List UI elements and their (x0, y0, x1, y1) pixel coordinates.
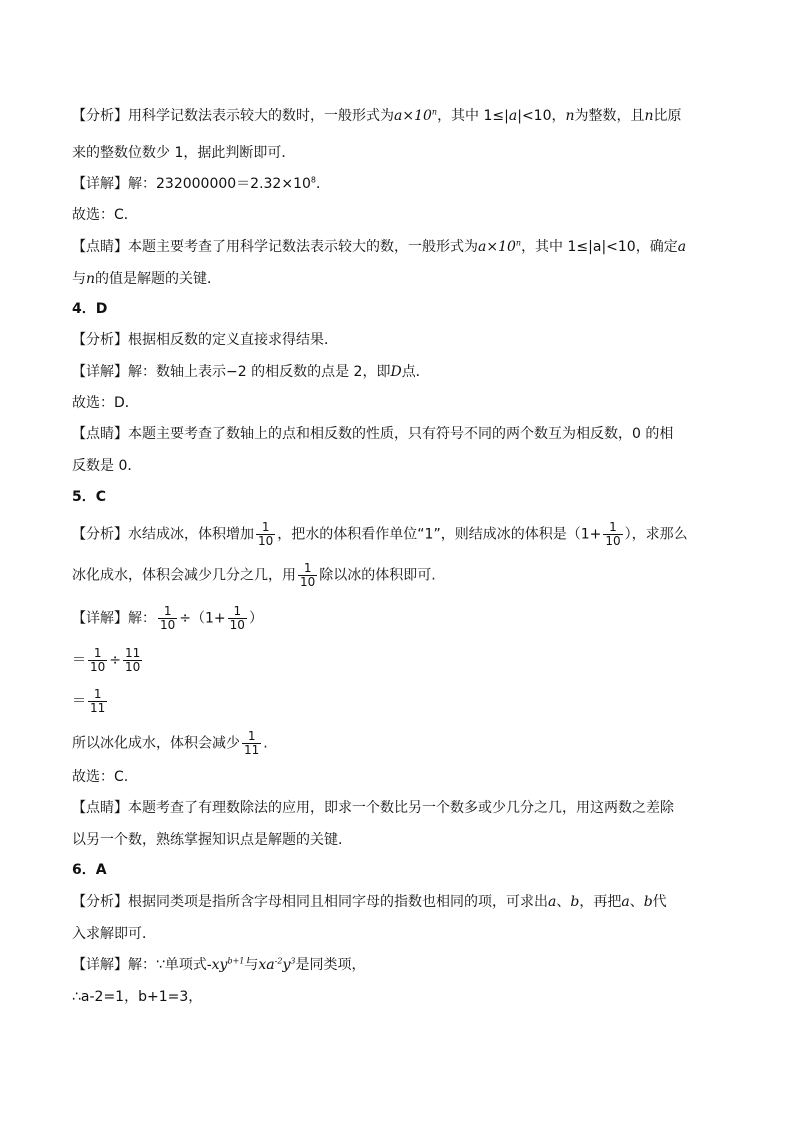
fraction-1-10: $\frac{1}{10}$ (160, 604, 176, 632)
fraction-1-10: $\frac{1}{10}$ (605, 520, 621, 548)
q5-detail: 【详解】解： $\frac{1}{10}$ ÷（1+ $\frac{1}{10}$ ） (72, 604, 263, 632)
fraction-1-10: $\frac{1}{10}$ (90, 646, 106, 674)
q6-detail: 【详解】解：∵单项式$-xy^{b+1}$与$xa^{-2}y^3$是同类项， (72, 956, 366, 973)
q5-comment-line2: 以另一个数，熟练掌握知识点是解题的关键. (72, 832, 343, 848)
q3-analysis-line1: 【分析】用科学记数法表示较大的数时，一般形式为$a\times 10^n$，其中 1≤|a|<10，n为整数，且n比原 (72, 107, 682, 124)
q5-step3: ＝ $\frac{1}{11}$ (72, 687, 106, 715)
q5-analysis-line2: 冰化成水，体积会减少几分之几，用 $\frac{1}{10}$ 除以冰的体积即可. (72, 561, 436, 589)
q4-comment-line1: 【点睛】本题主要考查了数轴上的点和相反数的性质，只有符号不同的两个数互为相反数，0 的相 (72, 426, 674, 442)
monomial-1: $-xy^{b+1}$ (206, 956, 245, 973)
q4-heading: 4．D (72, 301, 108, 317)
q5-heading: 5．C (72, 489, 107, 505)
abs-a: |a| (504, 108, 522, 124)
q6-analysis-line2: 入求解即可． (72, 926, 156, 942)
fraction-1-10: $\frac{1}{10}$ (258, 520, 274, 548)
comment-tag: 【点睛】 (72, 239, 128, 255)
detail-tag: 【详解】 (72, 176, 128, 192)
q3-choice: 故选：C． (72, 207, 138, 223)
fraction-1-11: $\frac{1}{11}$ (90, 687, 106, 715)
q3-analysis-line2: 来的整数位数少 1，据此判断即可． (72, 145, 296, 161)
fraction-1-10: $\frac{1}{10}$ (229, 604, 245, 632)
q5-conclusion: 所以冰化成水，体积会减少 $\frac{1}{11}$ . (72, 729, 268, 757)
scientific-notation-form: $a\times 10^n$ (394, 107, 438, 124)
q5-analysis-line1: 【分析】水结成冰，体积增加 $\frac{1}{10}$ ，把水的体积看作单位“1”，则结成冰的体积是（1+ $\frac{1}{10}$ ），求那么 (72, 520, 688, 548)
fraction-1-11: $\frac{1}{11}$ (244, 729, 260, 757)
q5-choice: 故选：C. (72, 769, 129, 785)
q5-comment-line1: 【点睛】本题考查了有理数除法的应用，即求一个数比另一个数多或少几分之几，用这两数之差除 (72, 800, 674, 816)
q3-detail: 【详解】解：$232000000=2.32\times 10^8$． (72, 175, 330, 192)
analysis-tag: 【分析】 (72, 108, 128, 124)
monomial-2: $xa^{-2}y^3$ (258, 956, 296, 973)
q4-detail: 【详解】解：数轴上表示−2 的相反数的点是 2，即D点． (72, 364, 430, 380)
q3-comment-line2: 与n的值是解题的关键． (72, 271, 222, 287)
q4-choice: 故选：D． (72, 395, 139, 411)
q3-comment-line1: 【点睛】本题主要考查了用科学记数法表示较大的数，一般形式为$a\times 10^n$，其中 1≤|a|<10，确定a (72, 238, 687, 255)
fraction-1-10: $\frac{1}{10}$ (300, 561, 316, 589)
q4-analysis: 【分析】根据相反数的定义直接求得结果． (72, 332, 338, 348)
fraction-11-10: $\frac{11}{10}$ (125, 646, 141, 674)
q6-analysis-line1: 【分析】根据同类项是指所含字母相同且相同字母的指数也相同的项，可求出a、b，再把a、b代 (72, 894, 667, 910)
q5-step2: ＝ $\frac{1}{10}$ ÷ $\frac{11}{10}$ (72, 646, 141, 674)
q6-result: ∴a-2=1，b+1=3， (72, 989, 203, 1005)
q6-heading: 6．A (72, 862, 107, 878)
q4-comment-line2: 反数是 0． (72, 458, 142, 474)
